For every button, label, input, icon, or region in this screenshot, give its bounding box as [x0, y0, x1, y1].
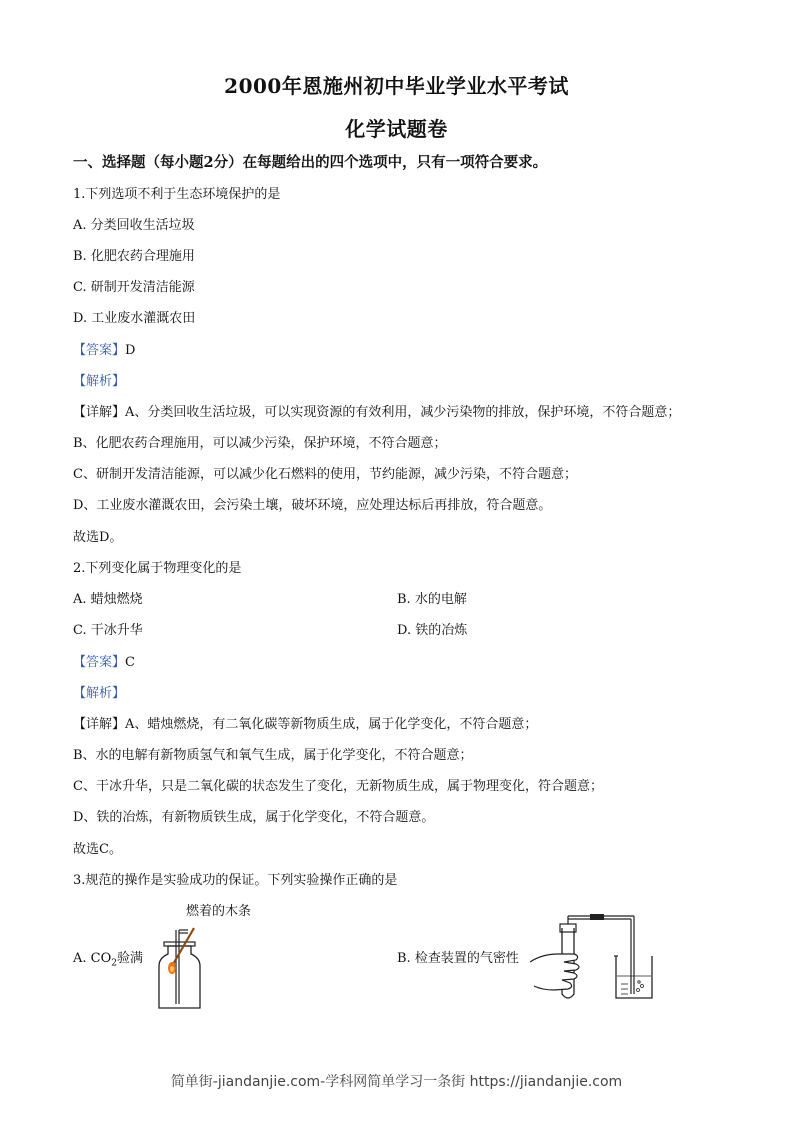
q3-stem: 3.规范的操作是实验成功的保证。下列实验操作正确的是	[73, 873, 398, 888]
q2-detail-line: 【详解】A、蜡烛燃烧，有二氧化碳等新物质生成，属于化学变化，不符合题意；	[73, 717, 538, 732]
section-heading: 一、选择题（每小题2分）在每题给出的四个选项中，只有一项符合要求。	[73, 154, 548, 171]
q2-detail-line: D、铁的冶炼，有新物质铁生成，属于化学变化，不符合题意。	[73, 810, 435, 825]
page-title: 2000年恩施州初中毕业学业水平考试	[224, 74, 569, 98]
q1-conclusion: 故选D。	[73, 530, 123, 545]
fig-a-caption: 燃着的木条	[186, 904, 252, 919]
gas-bottle-figure	[150, 920, 210, 1015]
page-subtitle: 化学试题卷	[345, 117, 448, 141]
q3-option-b: B. 检查装置的气密性	[397, 951, 519, 966]
q2-answer	[73, 651, 135, 670]
q1-detail-line: B、化肥农药合理施用，可以减少污染，保护环境，不符合题意；	[73, 436, 447, 451]
q2-option-a: A. 蜡烛燃烧	[73, 592, 143, 607]
q2-analysis-tag: 【解析】	[73, 686, 126, 701]
q3-option-a: A. $CO_2$验满	[73, 951, 144, 969]
q1-detail-line: C、研制开发清洁能源，可以减少化石燃料的使用，节约能源，减少污染，不符合题意；	[73, 467, 577, 482]
q1-stem: 1.下列选项不利于生态环境保护的是	[73, 187, 281, 202]
q1-detail-line: 【详解】A、分类回收生活垃圾，可以实现资源的有效利用，减少污染物的排放，保护环境，不符合题意；	[73, 405, 681, 420]
q2-conclusion: 故选C。	[73, 842, 122, 857]
page-footer: 简单街-jiandanjie.com-学科网简单学习一条街 https://jiandanjie.com	[170, 1074, 623, 1090]
q2-detail-line: C、干冰升华，只是二氧化碳的状态发生了变化，无新物质生成，属于物理变化，符合题意；	[73, 779, 603, 794]
q1-detail-line: D、工业废水灌溉农田，会污染土壤，破坏环境，应处理达标后再排放，符合题意。	[73, 498, 552, 513]
q1-answer	[73, 339, 135, 358]
q1-option-a: A. 分类回收生活垃圾	[73, 218, 195, 233]
answer-tag: 【答案】	[73, 343, 126, 358]
q2-option-c: C. 干冰升华	[73, 623, 143, 638]
q1-option-b: B. 化肥农药合理施用	[73, 249, 195, 264]
q1-option-d: D. 工业废水灌溉农田	[73, 311, 196, 326]
q2-option-d: D. 铁的冶炼	[397, 623, 468, 638]
q1-option-c: C. 研制开发清洁能源	[73, 280, 195, 295]
answer-value: D	[125, 343, 136, 358]
airtightness-figure	[528, 910, 663, 1005]
q1-analysis-tag: 【解析】	[73, 374, 126, 389]
q2-option-b: B. 水的电解	[397, 592, 467, 607]
q2-detail-line: B、水的电解有新物质氢气和氧气生成，属于化学变化，不符合题意；	[73, 748, 473, 763]
answer-value: C	[125, 655, 135, 670]
answer-tag: 【答案】	[73, 655, 126, 670]
q2-stem: 2.下列变化属于物理变化的是	[73, 561, 242, 576]
